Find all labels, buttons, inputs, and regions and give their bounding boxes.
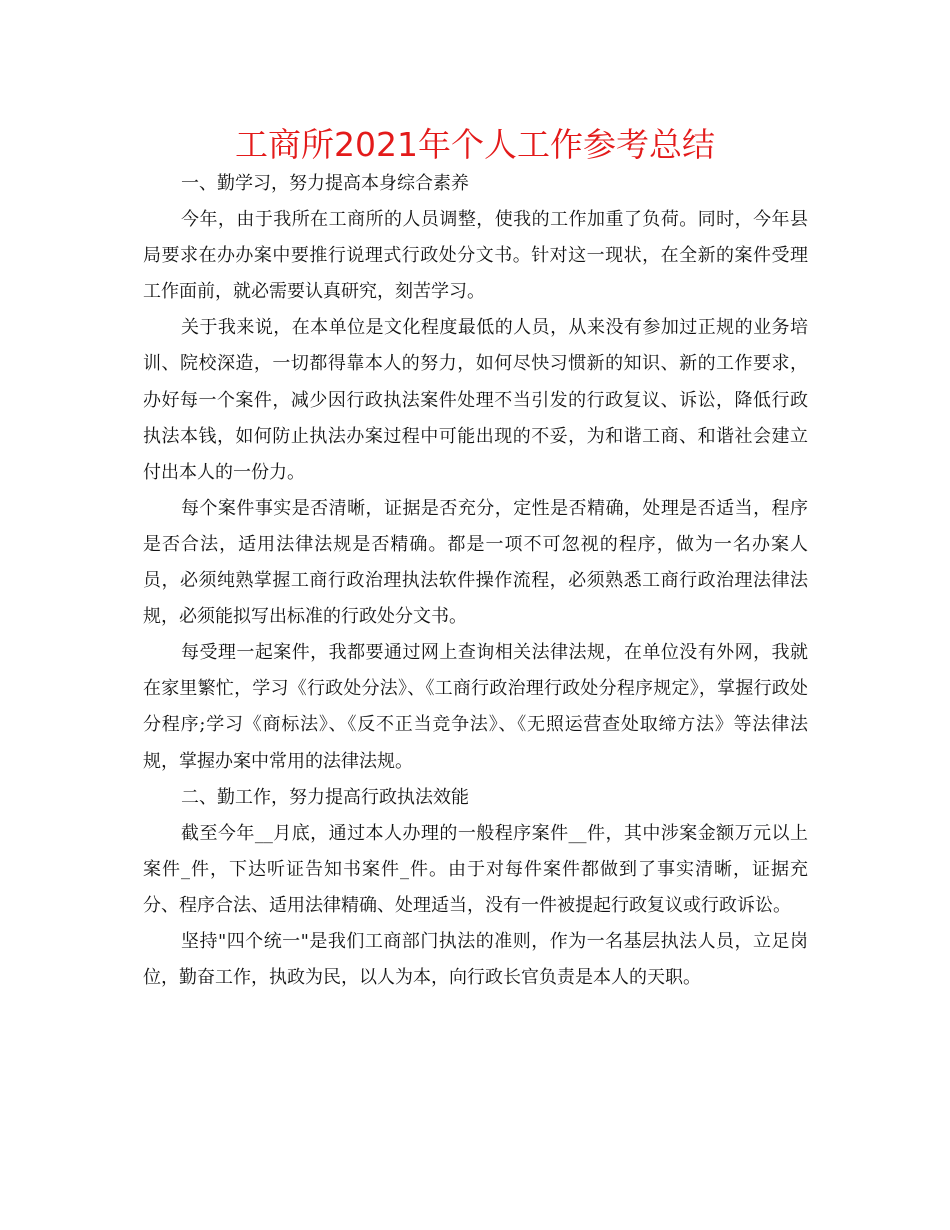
paragraph: 截至今年__月底，通过本人办理的一般程序案件__件，其中涉案金额万元以上案件_件，下达听证告知书案件_件。由于对每件案件都做到了事实清晰，证据充分、程序合法、适用法律精确、处理适当，没有一件被提起行政复议或行政诉讼。 (143, 822, 808, 916)
paragraph: 今年，由于我所在工商所的人员调整，使我的工作加重了负荷。同时，今年县局要求在办办案中要推行说理式行政处分文书。针对这一现状，在全新的案件受理工作面前，就必需要认真研究，刻苦学习。 (143, 209, 808, 303)
section-heading-1: 一、勤学习，努力提高本身综合素养 (181, 173, 469, 194)
document-body (143, 166, 808, 996)
document-title: 工商所2021年个人工作参考总结 (235, 125, 715, 164)
paragraph: 坚持"四个统一"是我们工商部门执法的准则，作为一名基层执法人员，立足岗位，勤奋工作，执政为民，以人为本，向行政长官负责是本人的天职。 (143, 930, 808, 989)
section-heading-2: 二、勤工作，努力提高行政执法效能 (181, 786, 469, 808)
paragraph: 关于我来说，在本单位是文化程度最低的人员，从来没有参加过正规的业务培训、院校深造，一切都得靠本人的努力，如何尽快习惯新的知识、新的工作要求，办好每一个案件，减少因行政执法案件处理不当引发的行政复议、诉讼，降低行政执法本钱，如何防止执法办案过程中可能出现的不妥，为和谐工商、和谐社会建立付出本人的一份力。 (143, 317, 808, 483)
paragraph: 每个案件事实是否清晰，证据是否充分，定性是否精确，处理是否适当，程序是否合法，适用法律法规是否精确。都是一项不可忽视的程序，做为一名办案人员，必须纯熟掌握工商行政治理执法软件操作流程，必须熟悉工商行政治理法律法规，必须能拟写出标准的行政处分文书。 (143, 497, 808, 628)
paragraph: 每受理一起案件，我都要通过网上查询相关法律法规，在单位没有外网，我就在家里繁忙，学习《行政处分法》、《工商行政治理行政处分程序规定》，掌握行政处分程序;学习《商标法》、《反不正当竞争法》、《无照运营查处取缔方法》等法律法规，掌握办案中常用的法律法规。 (143, 642, 808, 772)
